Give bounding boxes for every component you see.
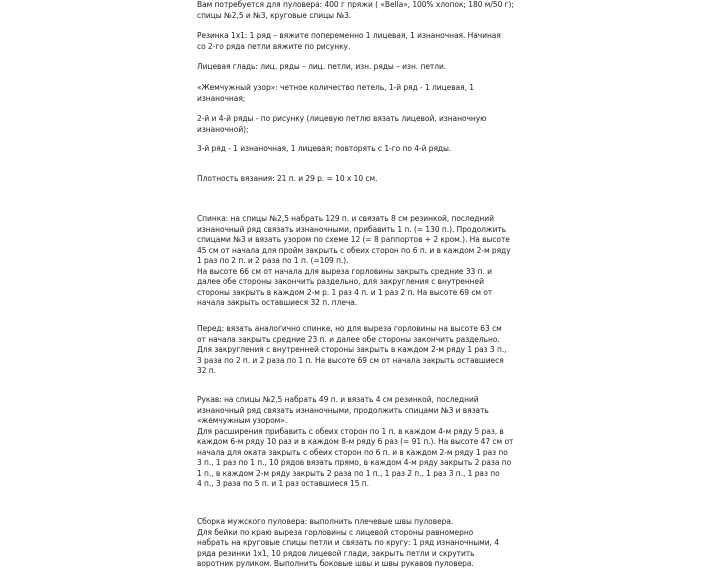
pearl-rows-2-4-paragraph <box>197 114 527 135</box>
text-line: Перед: вязать аналогично спинке, но для выреза горловины на высоте 63 см <box>197 324 502 333</box>
text-line: ряда резинки 1x1, 10 рядов лицевой глади, закрыть петли и скрутить <box>197 548 475 558</box>
front-paragraph <box>197 324 527 377</box>
text-line: «Жемчужный узор»: четное количество петель, 1-й ряд - 1 лицевая, 1 <box>197 83 475 92</box>
text-line: каждом 6-м ряду 10 раз и в каждом 8-м ряду 6 раз (= 91 п.). На высоте 47 см от <box>197 437 514 446</box>
text-line: 3-й ряд - 1 изнаночная, 1 лицевая; повторять с 1-го по 4-й ряды. <box>197 144 452 153</box>
text-line: изнаночной); <box>197 124 249 134</box>
text-line: На высоте 66 см от начала для выреза горловины закрыть средние 33 п. и <box>197 266 492 276</box>
pearl-row-3-paragraph <box>197 144 527 155</box>
pearl-pattern-paragraph <box>197 83 527 104</box>
text-line: 4 п., 3 раза по 5 п. и 1 раз оставшиеся 15 п. <box>197 479 369 488</box>
text-line: Вам потребуется для пуловера: 400 г пряжи ( «Bella», 100% хлопок; 180 м/50 г); <box>197 0 514 9</box>
text-line: 45 см от начала для пройм закрыть с обеих сторон по 6 п. и в каждом 2-м ряду <box>197 245 511 255</box>
text-line: 3 раза по 2 п. и 2 раза по 1 п. На высоте 69 см от начала закрыть оставшиеся <box>197 355 504 365</box>
assembly-paragraph <box>197 517 527 570</box>
rib-paragraph <box>197 31 527 52</box>
text-line: Сборка мужского пуловера: выполнить плечевые швы пуловера. <box>197 517 454 526</box>
text-line: 2-й и 4-й ряды - по рисунку (лицевую петлю вязать лицевой, изнаночную <box>197 114 487 123</box>
text-line: со 2-го ряда петли вяжите по рисунку. <box>197 41 351 51</box>
text-line: Для расширения прибавить с обеих сторон по 1 п. в каждом 4-м ряду 5 раз, в <box>197 426 504 436</box>
text-line: изнаночный ряд связать изнаночными, прибавить 1 п. (= 130 п.). Продолжить <box>197 224 507 234</box>
text-line: Для закругления с внутренней стороны закрыть в каждом 2-м ряду 1 раз 3 п., <box>197 345 507 354</box>
text-line: изнаночная; <box>197 93 246 103</box>
text-line: начала закрыть оставшиеся 32 п. плеча. <box>197 298 358 307</box>
text-line: Спинка: на спицы №2,5 набрать 129 п. и связать 8 см резинкой, последний <box>197 214 494 223</box>
materials-paragraph <box>197 0 527 21</box>
text-line: Рукав: на спицы №2,5 набрать 49 п. и вязать 4 см резинкой, последний <box>197 395 479 404</box>
text-line: Плотность вязания: 21 п. и 29 р. = 10 х 10 см. <box>197 174 378 183</box>
text-line: 3 п., 1 раз по 1 п., 10 рядов вязать прямо, в каждом 4-м ряду закрыть 2 раза по <box>197 458 512 467</box>
text-line: далее обе стороны закончить раздельно, для закругления с внутренней <box>197 277 484 286</box>
text-line: Лицевая гладь: лиц. ряды – лиц. петли, изн. ряды – изн. петли. <box>197 62 447 71</box>
stockinette-paragraph <box>197 62 527 73</box>
text-line: «жемчужным узором». <box>197 416 288 425</box>
text-line: спицы №2,5 и №3, круговые спицы №3. <box>197 10 352 20</box>
text-line: начала для оката закрыть с обеих сторон по 6 п. и в каждом 2-м ряду 1 раз по <box>197 447 508 457</box>
text-line: от начала закрыть средние 23 п. и далее обе стороны закончить раздельно. <box>197 334 500 344</box>
text-line: 1 раз по 2 п. и 2 раза по 1 п. (=109 п.). <box>197 256 349 265</box>
text-line: изнаночный ряд связать изнаночными, продолжить спицами №3 и вязать <box>197 405 489 415</box>
sleeve-paragraph <box>197 395 527 490</box>
text-line: спицами №3 и вязать узором по схеме 12 (= 8 раппортов + 2 кром.). На высоте <box>197 235 510 244</box>
back-paragraph <box>197 214 527 309</box>
text-line: воротник руликом. Выполнить боковые швы и швы рукавов пуловера. <box>197 559 474 568</box>
text-line: Для бейки по краю выреза горловины с лицевой стороны равномерно <box>197 527 474 537</box>
text-line: Резинка 1x1: 1 ряд – вяжите попеременно 1 лицевая, 1 изнаночная. Начиная <box>197 31 501 40</box>
text-line: 1 п., в каждом 2-м ряду закрыть 2 раза по 1 п., 1 раз 2 п., 1 раз 3 п., 1 раз по <box>197 468 500 478</box>
gauge-paragraph <box>197 174 527 185</box>
text-line: 32 п. <box>197 366 216 375</box>
text-line: стороны закрыть в каждом 2-м р. 1 раз 4 п. и 1 раз 2 п. На высоте 69 см от <box>197 287 493 297</box>
text-line: набрать на круговые спицы петли и связать по кругу: 1 ряд изнаночными, 4 <box>197 538 499 547</box>
